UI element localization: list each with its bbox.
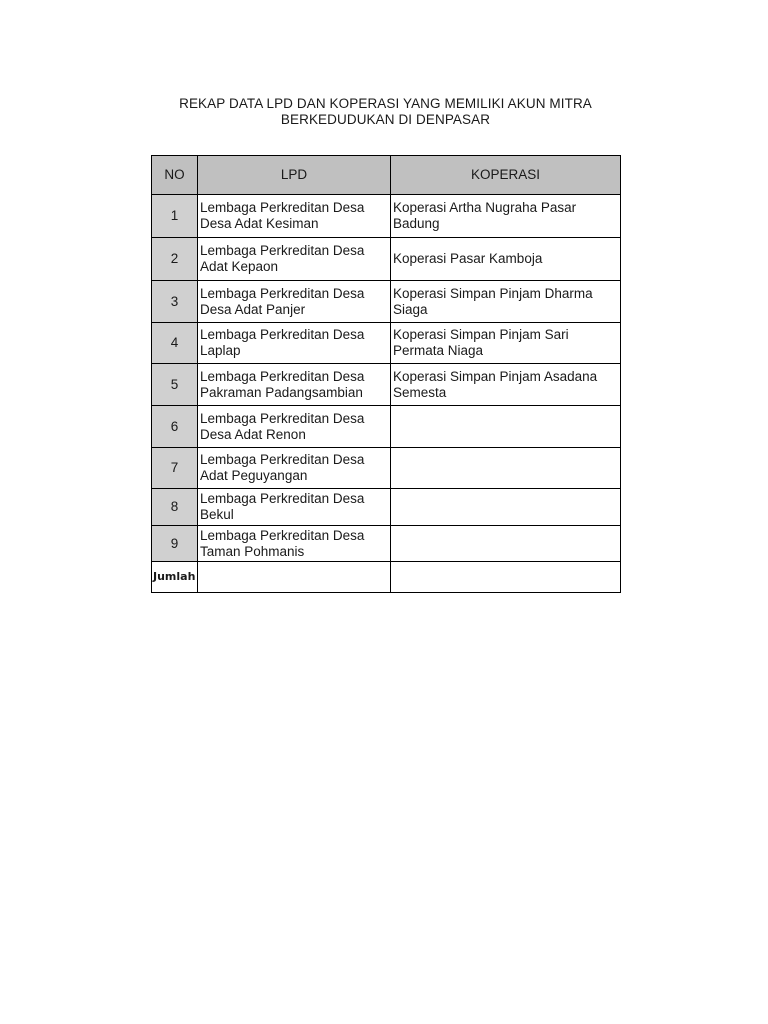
koperasi-cell <box>391 489 621 526</box>
lpd-cell: Lembaga Perkreditan Desa Bekul <box>198 489 391 526</box>
total-row <box>152 562 621 593</box>
total-label: Jumlah <box>152 562 198 593</box>
rekap-table <box>151 155 621 593</box>
row-number: 3 <box>152 281 198 323</box>
table-row <box>152 406 621 448</box>
row-number: 9 <box>152 526 198 562</box>
koperasi-cell: Koperasi Simpan Pinjam Dharma Siaga <box>391 281 621 323</box>
row-number: 8 <box>152 489 198 526</box>
koperasi-cell <box>391 406 621 448</box>
total-koperasi-cell <box>391 562 621 593</box>
row-number: 7 <box>152 448 198 489</box>
row-number: 2 <box>152 238 198 281</box>
table-footer <box>152 562 621 593</box>
koperasi-cell <box>391 526 621 562</box>
table-row <box>152 238 621 281</box>
header-lpd: LPD <box>198 156 391 195</box>
document-title-line-1: REKAP DATA LPD DAN KOPERASI YANG MEMILIKI AKUN MITRA <box>179 96 592 111</box>
koperasi-cell: Koperasi Simpan Pinjam Sari Permata Niaga <box>391 323 621 364</box>
table-row <box>152 281 621 323</box>
total-lpd-cell <box>198 562 391 593</box>
row-number: 4 <box>152 323 198 364</box>
row-number: 6 <box>152 406 198 448</box>
table-row <box>152 448 621 489</box>
header-no: NO <box>152 156 198 195</box>
document-title-line-2: BERKEDUDUKAN DI DENPASAR <box>280 112 491 127</box>
koperasi-cell: Koperasi Artha Nugraha Pasar Badung <box>391 195 621 238</box>
koperasi-cell <box>391 448 621 489</box>
lpd-cell: Lembaga Perkreditan Desa Desa Adat Kesiman <box>198 195 391 238</box>
table-row <box>152 323 621 364</box>
table-row <box>152 526 621 562</box>
lpd-cell: Lembaga Perkreditan Desa Adat Kepaon <box>198 238 391 281</box>
document-title <box>151 96 620 128</box>
lpd-cell: Lembaga Perkreditan Desa Adat Peguyangan <box>198 448 391 489</box>
lpd-cell: Lembaga Perkreditan Desa Taman Pohmanis <box>198 526 391 562</box>
lpd-cell: Lembaga Perkreditan Desa Desa Adat Renon <box>198 406 391 448</box>
table-row <box>152 364 621 406</box>
koperasi-cell: Koperasi Pasar Kamboja <box>391 238 621 281</box>
table-body <box>152 195 621 562</box>
table-header-row <box>152 156 621 195</box>
row-number: 5 <box>152 364 198 406</box>
table-row <box>152 489 621 526</box>
table-row <box>152 195 621 238</box>
lpd-cell: Lembaga Perkreditan Desa Laplap <box>198 323 391 364</box>
lpd-cell: Lembaga Perkreditan Desa Pakraman Padangsambian <box>198 364 391 406</box>
table-header <box>152 156 621 195</box>
lpd-cell: Lembaga Perkreditan Desa Desa Adat Panjer <box>198 281 391 323</box>
header-koperasi: KOPERASI <box>391 156 621 195</box>
koperasi-cell: Koperasi Simpan Pinjam Asadana Semesta <box>391 364 621 406</box>
row-number: 1 <box>152 195 198 238</box>
